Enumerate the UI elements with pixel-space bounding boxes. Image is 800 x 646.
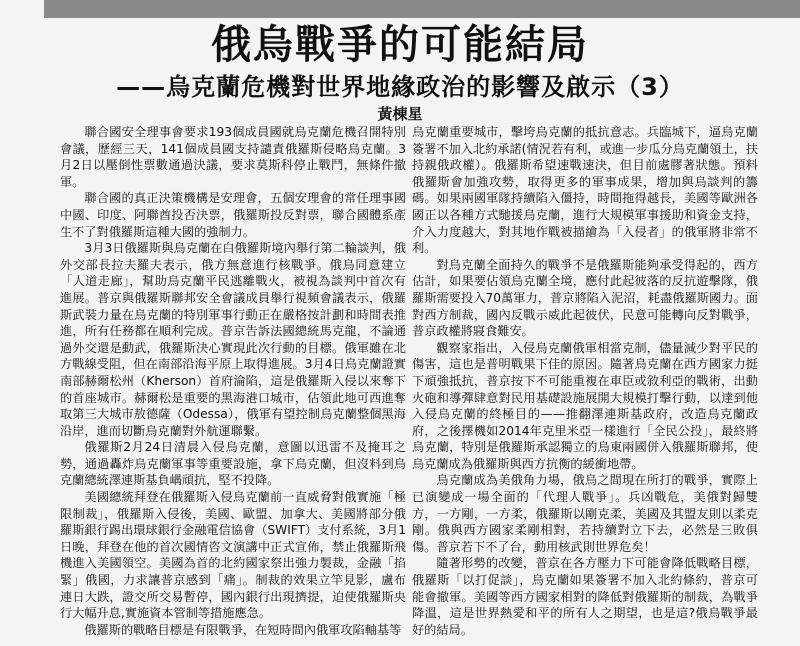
paragraph: 美國總統拜登在俄羅斯入侵烏克蘭前一直威脅對俄實施「極限制裁」，俄羅斯入侵後，美國、歐盟、加拿大、美國將部分俄羅斯銀行踢出環球銀行金融電信協會（SWIFT）支付系統，3月1日晚，拜登在他的首次國情咨文演講中正式宣佈，禁止俄羅斯飛機進入美國領空。美國為首的北約國家祭出強力製裁，金融「掐緊」俄國，力求讓普京感到「痛」。制裁的效果立竿見影，盧布連日大跌，證交所交易暫停，國內銀行出現擠提，迫使俄羅斯央行大幅升息,實施資本管制等措施應急。 xyxy=(60,490,406,621)
paragraph: 俄羅斯的戰略目標是有限戰爭，在短時間內俄軍攻陷軸基等 xyxy=(84,622,402,637)
paragraph: 烏克蘭重要城市，擊垮烏克蘭的抵抗意志。兵臨城下，逼烏克蘭簽署不加入北約承諾(情況若有利，或進一步瓜分烏克蘭領土，扶持親俄政權）。俄羅斯希望速戰速決，但目前處膠著狀態。預料俄羅斯會加強攻勢，取得更多的軍事成果，增加與烏談判的籌碼。如果兩國軍隊持續陷入僵持，時間拖得越長，美國等歐洲各國正以各種方式馳援烏克蘭，進行大規模軍事援助和資金支持，介入力度越大，對其地作戰被描繪為「入侵者」的俄軍將非常不利。 xyxy=(412,125,758,256)
paragraph: 俄羅斯2月24日清晨入侵烏克蘭，意圖以迅雷不及掩耳之勢，通過轟炸烏克蘭軍事等重要設施，拿下烏克蘭，但沒料到烏克蘭總統澤連斯基負嵎頑抗，堅不投降。 xyxy=(60,440,406,488)
header-bar xyxy=(44,0,800,18)
paragraph: 3月3日俄羅斯與烏克蘭在白俄羅斯境內舉行第二輪談判，俄外交部長拉夫羅夫表示，俄方無意進行核戰爭。俄烏同意建立「人道走廊」，幫助烏克蘭平民逃離戰火，被視為談判中首次有進展。普京與俄羅斯聯邦安全會議成員舉行視頻會議表示，俄羅斯武裝力量在烏克蘭的特別軍事行動正在嚴格按計劃和時間表推進，所有任務都在順利完成。普京告訴法國總統馬克龍，不論通過外交還是動武，俄羅斯決心實現此次行動的目標。俄軍雖在北方戰線受阻，但在南部沿海平原上取得進展。3月4日烏克蘭證實南部赫爾松州（Kherson）首府淪陷，這是俄羅斯入侵以來奪下的首座城市。赫爾松是重要的黑海港口城市，佔領此地可西進奪取第三大城市敖德薩（Odessa），俄軍有望控制烏克蘭整個黑海沿岸，進而切斷烏克蘭對外航運聯繫。 xyxy=(60,241,406,438)
paragraph: 烏克蘭成為美俄角力場，俄烏之間現在所打的戰爭，實際上已演變成一場全面的「代理人戰爭」。兵凶戰危，美俄對歸雙方，一方剛，一方柔，俄羅斯以剛克柔，美國及其盟友則以柔克剛。俄與西方國家柔剛相對，若持續對立下去，必然是三敗俱傷。普京若下不了台，動用核武則世界危矣！ xyxy=(412,473,758,554)
article-column-left xyxy=(60,124,406,644)
paragraph: 聯合國安全理事會要求193個成員國就烏克蘭危機召開特別會議，歷經三天，141個成員國支持譴責俄羅斯侵略烏克蘭。3月2日以壓倒性票數通過決議，要求莫斯科停止戰鬥，無條件撤軍。 xyxy=(60,125,406,189)
article-subtitle: ——烏克蘭危機對世界地緣政治的影響及啟示（3） xyxy=(116,73,684,101)
article-title: 俄烏戰爭的可能結局 xyxy=(211,21,589,68)
paragraph: 對烏克蘭全面持久的戰爭不是俄羅斯能夠承受得起的，西方估計，如果要佔領烏克蘭全境，應付此起彼落的反抗遊擊隊，俄羅斯需要投入70萬軍力，普京將陷入泥沼，耗盡俄羅斯國力。面對西方制裁，國內反戰示威此起彼伏，民意可能轉向反對戰爭，普京政權將寢食難安。 xyxy=(412,257,758,339)
paragraph: 隨著形勢的改變，普京在各方壓力下可能會降低戰略目標，俄羅斯「以打促談」，烏克蘭如果簽署不加入北約條約，普京可能會撤軍。美國等西方國家相對的降低對俄羅斯的制裁，為戰爭降溫，這是世界熱愛和平的所有人之期望，也是這?俄烏戰爭最好的結局。 xyxy=(412,556,758,637)
paragraph: 觀察家指出，入侵烏克蘭俄軍相當克制，儘量減少對平民的傷害，這也是普明戰果下佳的原因。隨著烏克蘭在西方國家力挺下頑強抵抗，普京按下不可能重複在車臣或敘利亞的戰術，出動火砲和導彈肆意對民用基礎設施展開大規模打擊行動，以達到他入侵烏克蘭的終極目的——推翻澤連斯基政府，改造烏克蘭政府，之後擇機如2014年克里米亞一樣進行「全民公投」，最終將烏克蘭，特別是俄羅斯承認獨立的烏東兩國併入俄羅斯聯邦，使烏克蘭成為俄羅斯與西方抗衡的緩衝地帶。 xyxy=(412,340,758,471)
author-byline: 黃棟星 xyxy=(377,105,423,123)
paragraph: 聯合國的真正決策機構是安理會，五個安理會的常任理事國中國、印度、阿聯酋投否決票，俄羅斯投反對票，聯合國體系產生不了對俄羅斯這種大國的強制力。 xyxy=(60,191,406,239)
article-column-right xyxy=(412,124,758,644)
